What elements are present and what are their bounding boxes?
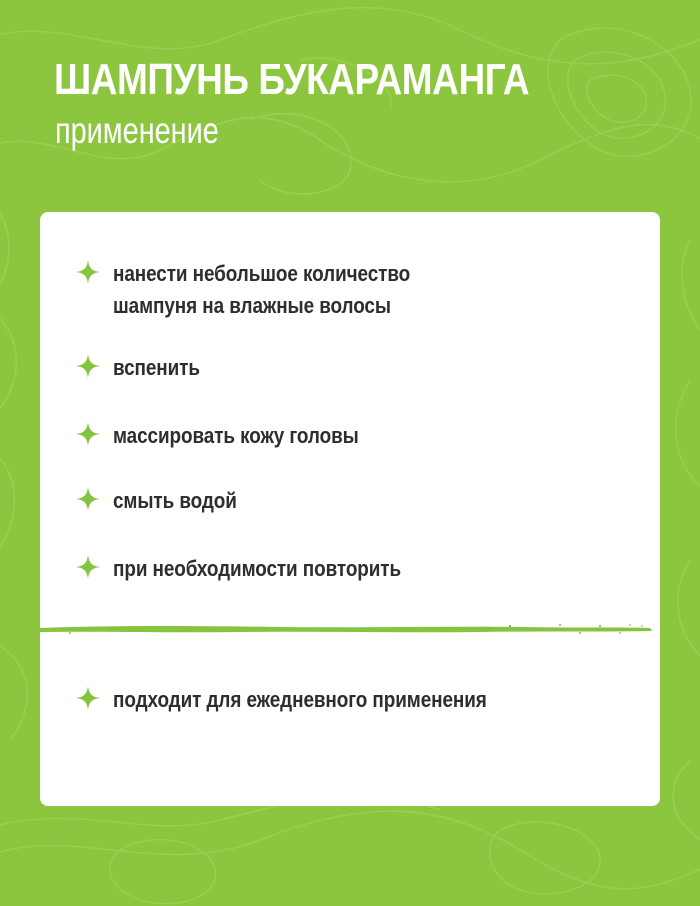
sparkle-icon	[76, 354, 100, 378]
sparkle-icon	[76, 422, 100, 446]
step-item	[76, 258, 633, 322]
page-title: ШАМПУНЬ БУКАРАМАНГА	[54, 55, 530, 104]
note-item	[76, 684, 633, 716]
brush-divider	[40, 622, 660, 636]
step-text: нанести небольшое количество шампуня на влажные волосы	[113, 261, 411, 318]
sparkle-icon	[76, 260, 100, 284]
sparkle-icon	[76, 686, 100, 710]
instructions-card	[40, 212, 660, 806]
step-item	[76, 420, 633, 452]
step-text: при необходимости повторить	[113, 556, 402, 581]
step-item	[76, 553, 633, 585]
step-text: смыть водой	[113, 488, 237, 513]
page-subtitle: применение	[55, 110, 219, 151]
sparkle-icon	[76, 555, 100, 579]
step-item	[76, 485, 633, 517]
sparkle-icon	[76, 487, 100, 511]
step-text: массировать кожу головы	[113, 423, 359, 448]
step-text: вспенить	[113, 355, 200, 380]
step-item	[76, 352, 633, 384]
note-text: подходит для ежедневного применения	[113, 687, 487, 712]
